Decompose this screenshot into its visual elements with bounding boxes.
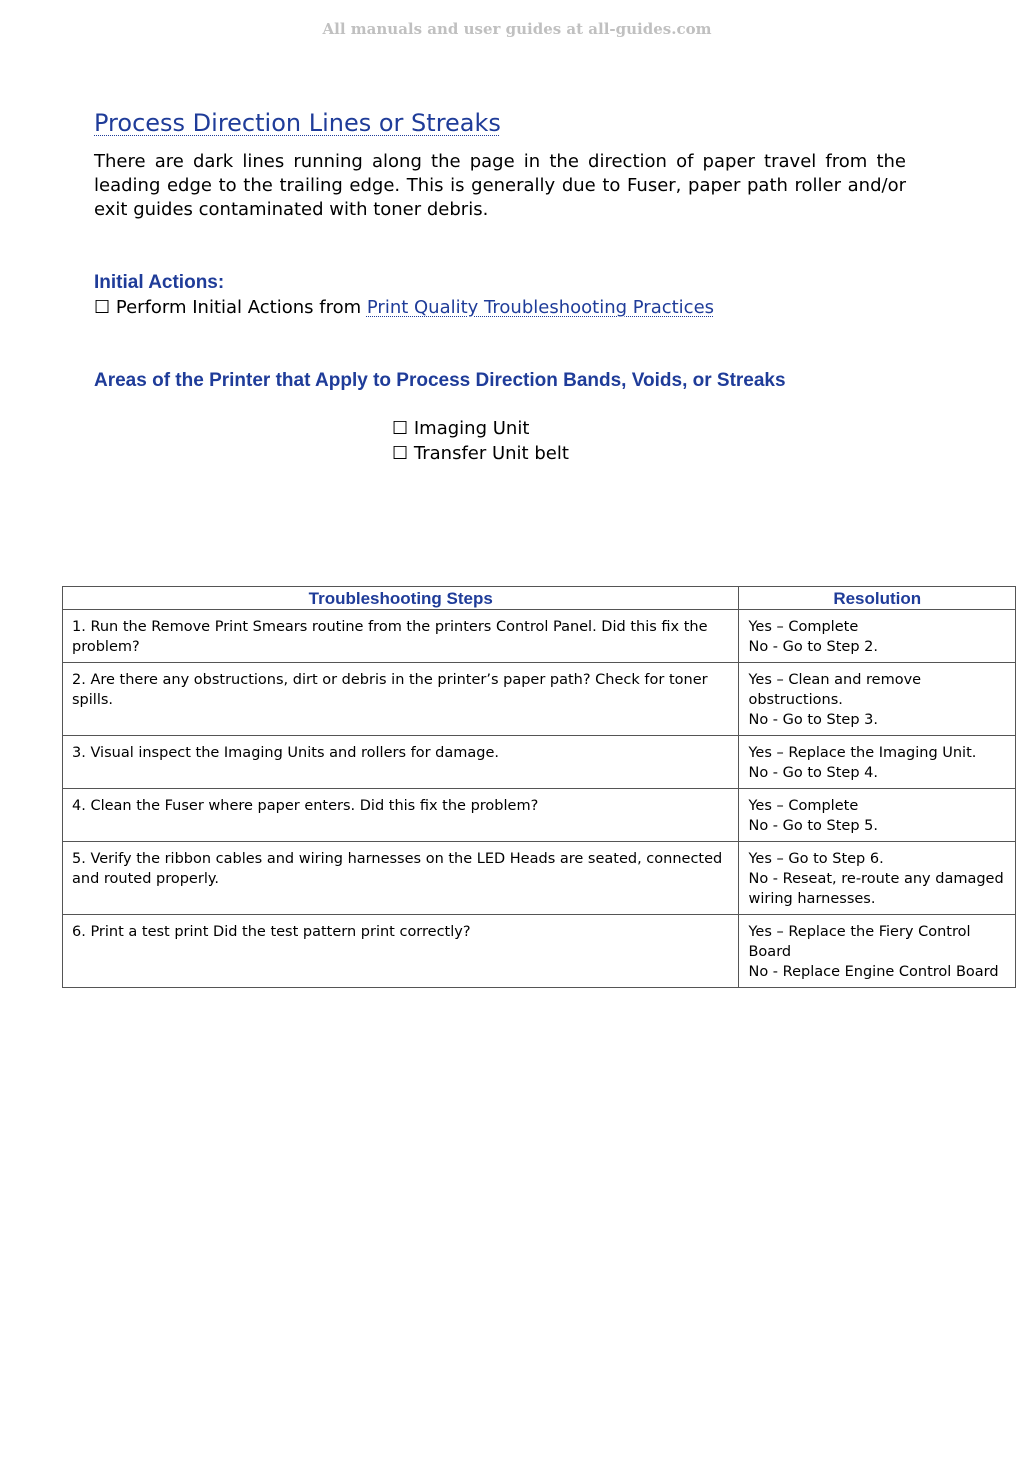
initial-action-item — [94, 295, 714, 320]
table-row — [63, 663, 1016, 736]
troubleshooting-table — [62, 586, 1016, 988]
resolution-no: No - Go to Step 3. — [748, 712, 878, 728]
resolution-yes: Yes – Go to Step 6. — [748, 851, 884, 867]
table-row — [63, 915, 1016, 988]
table-header-row — [63, 587, 1016, 610]
areas-heading: Areas of the Printer that Apply to Process Direction Bands, Voids, or Streaks — [94, 370, 786, 391]
resolution-cell — [739, 915, 1016, 988]
checkbox-icon: ☐ — [392, 418, 409, 439]
resolution-cell — [739, 789, 1016, 842]
header-resolution: Resolution — [739, 587, 1016, 610]
step-cell: 5. Verify the ribbon cables and wiring harnesses on the LED Heads are seated, connected and routed properly. — [63, 842, 739, 915]
resolution-cell — [739, 663, 1016, 736]
checkbox-icon: ☐ — [94, 297, 111, 318]
resolution-no: No - Go to Step 5. — [748, 818, 878, 834]
resolution-no: No - Reseat, re-route any damaged wiring harnesses. — [748, 871, 1004, 907]
list-item — [392, 416, 569, 441]
resolution-cell — [739, 736, 1016, 789]
table-row — [63, 789, 1016, 842]
list-item — [392, 441, 569, 466]
resolution-cell — [739, 842, 1016, 915]
initial-actions-heading: Initial Actions: — [94, 272, 225, 293]
table-row — [63, 736, 1016, 789]
page-title: Process Direction Lines or Streaks — [94, 109, 501, 137]
resolution-cell — [739, 610, 1016, 663]
resolution-yes: Yes – Complete — [748, 619, 859, 635]
resolution-yes: Yes – Replace the Fiery Control Board — [748, 924, 971, 960]
step-cell: 6. Print a test print Did the test pattern print correctly? — [63, 915, 739, 988]
step-cell: 2. Are there any obstructions, dirt or debris in the printer’s paper path? Check for toner spills. — [63, 663, 739, 736]
watermark: All manuals and user guides at all-guides.com — [322, 20, 712, 38]
print-quality-practices-link[interactable]: Print Quality Troubleshooting Practices — [366, 297, 715, 318]
resolution-yes: Yes – Clean and remove obstructions. — [748, 672, 922, 708]
initial-action-prefix: Perform Initial Actions from — [115, 297, 362, 318]
step-cell: 4. Clean the Fuser where paper enters. Did this fix the problem? — [63, 789, 739, 842]
step-cell: 3. Visual inspect the Imaging Units and rollers for damage. — [63, 736, 739, 789]
area-label: Transfer Unit belt — [413, 443, 569, 464]
step-cell: 1. Run the Remove Print Smears routine from the printers Control Panel. Did this fix the problem? — [63, 610, 739, 663]
resolution-no: No - Replace Engine Control Board — [748, 964, 999, 980]
areas-list — [392, 416, 569, 466]
resolution-yes: Yes – Replace the Imaging Unit. — [748, 745, 977, 761]
resolution-yes: Yes – Complete — [748, 798, 859, 814]
resolution-no: No - Go to Step 2. — [748, 639, 878, 655]
table-row — [63, 610, 1016, 663]
checkbox-icon: ☐ — [392, 443, 409, 464]
header-troubleshooting-steps: Troubleshooting Steps — [63, 587, 739, 610]
resolution-no: No - Go to Step 4. — [748, 765, 878, 781]
table-row — [63, 842, 1016, 915]
intro-paragraph: There are dark lines running along the page in the direction of paper travel from the leading edge to the trailing edge. This is generally due to Fuser, paper path roller and/or exit guides contaminated with toner debris. — [94, 151, 906, 220]
area-label: Imaging Unit — [413, 418, 530, 439]
